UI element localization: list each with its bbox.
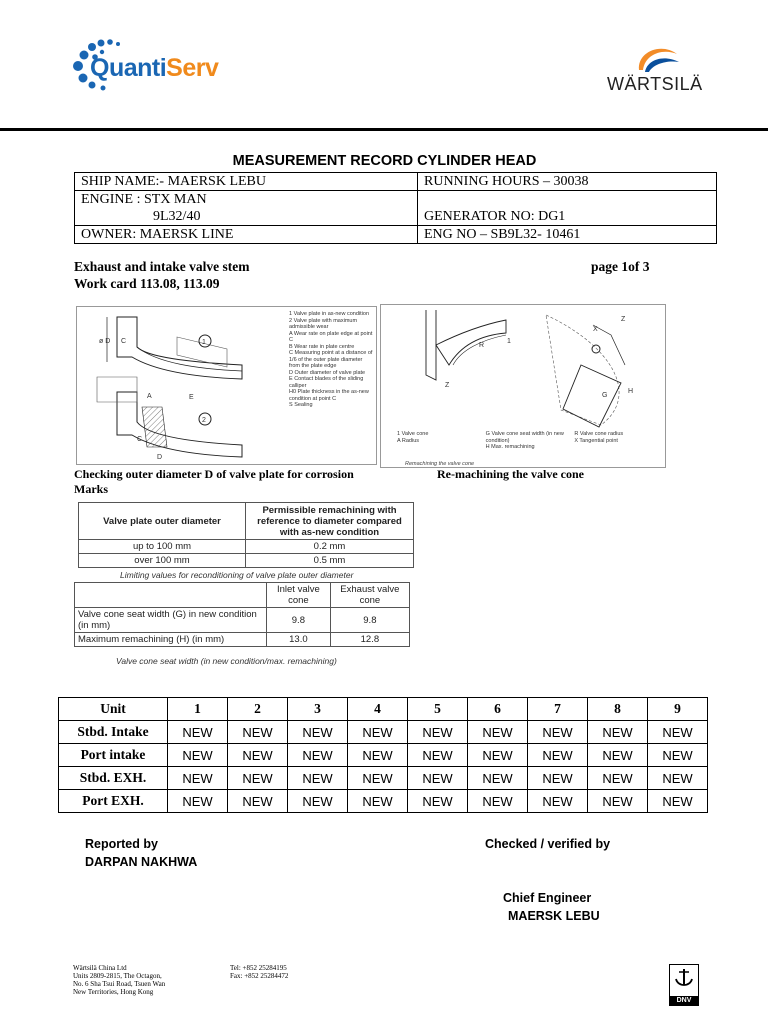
status-cell: NEW [528,744,588,767]
status-cell: NEW [288,790,348,813]
status-cell: NEW [228,744,288,767]
status-cell: NEW [348,790,408,813]
legend-item: 2 Valve plate with maximum admissible wear [289,317,358,330]
status-cell: NEW [528,767,588,790]
svg-text:ø D: ø D [99,338,111,345]
valve-cone-diagram [380,304,666,468]
chief-engineer-vessel: MAERSK LEBU [508,909,600,923]
svg-text:A: A [147,393,152,400]
status-cell: NEW [648,744,708,767]
diameter-limits-table [78,502,414,568]
address-line: New Territories, Hong Kong [73,988,154,996]
status-cell: NEW [228,790,288,813]
address-line: Wärtsilä China Ltd [73,964,127,972]
table-row [59,721,708,744]
status-cell: NEW [408,744,468,767]
ref2-cell: 13.0 [267,633,331,647]
unit-number: 3 [288,698,348,721]
footer-contact [230,964,288,980]
eng-no: ENG NO – SB9L32- 10461 [418,226,717,244]
svg-text:C: C [137,436,143,443]
status-cell: NEW [468,744,528,767]
wartsila-swoosh-icon [633,40,683,76]
running-hours: RUNNING HOURS – 30038 [418,173,717,191]
generator-no: GENERATOR NO: DG1 [418,191,717,226]
status-cell: NEW [468,790,528,813]
left-legend [289,311,373,409]
legend-item: A Radius [397,437,420,444]
ref1-cell: up to 100 mm [79,540,246,554]
legend-item: C Measuring point at a distance of 1/6 of the outer plate diameter from the plate edge [289,350,373,369]
ref2-cell: 9.8 [267,608,331,633]
status-cell: NEW [588,744,648,767]
legend-item: S Sealing [289,402,313,408]
right-figure-subcaption: Remachining the valve cone [405,461,475,467]
checked-by-label: Checked / verified by [485,837,611,851]
status-cell: NEW [588,721,648,744]
table-row [59,767,708,790]
dnv-text: DNV [670,996,698,1005]
legend-item: G Valve cone seat width (in new condition) [485,431,564,444]
ref2-cell: 9.8 [330,608,409,633]
unit-number: 8 [588,698,648,721]
footer-tel: Tel: +852 25284195 [230,964,287,972]
svg-text:2: 2 [202,417,206,424]
status-cell: NEW [468,721,528,744]
legend-item: X Tangential point [574,437,618,444]
unit-header: Unit [59,698,168,721]
status-cell: NEW [168,721,228,744]
svg-text:C: C [121,338,127,345]
ref1-cell: 0.5 mm [246,554,414,568]
svg-text:G: G [602,392,608,399]
svg-text:R: R [479,342,485,349]
unit-number: 5 [408,698,468,721]
status-cell: NEW [648,721,708,744]
ref2-header [75,583,267,608]
unit-number: 7 [528,698,588,721]
legend-item: D Outer diameter of valve plate [289,369,366,376]
unit-number: 4 [348,698,408,721]
status-cell: NEW [348,744,408,767]
svg-text:D: D [157,454,163,461]
right-legend [397,431,659,451]
table-row [59,744,708,767]
ref1-header-remachining: Permissible remachining with reference to diameter compared with as-new condition [246,503,414,540]
quantiserv-logo [70,38,240,96]
status-cell: NEW [228,721,288,744]
legend-item: 1 Valve cone [397,431,429,437]
unit-number: 1 [168,698,228,721]
footer-fax: Fax: +852 25284472 [230,972,289,980]
legend-item: H Max. remachining [485,444,535,450]
right-figure-caption: Re-machining the valve cone [437,467,584,481]
table-row [59,790,708,813]
valve-cone-seat-table [74,582,410,647]
dnv-anchor-icon [670,965,698,991]
status-cell: NEW [408,790,468,813]
svg-text:Z: Z [621,316,626,323]
legend-item: B Wear rate in plate centre [289,343,355,350]
page-number: page 1of 3 [591,259,650,274]
status-cell: NEW [528,790,588,813]
svg-text:1: 1 [507,338,511,345]
quantiserv-wordmark: QuantiServ [90,54,219,82]
wartsila-wordmark: WÄRTSILÄ [607,74,703,94]
svg-text:X: X [593,326,598,333]
status-cell: NEW [348,767,408,790]
legend-item: E Contact blades of the sliding calliper [289,376,364,389]
status-cell: NEW [348,721,408,744]
legend-item: R Valve cone radius [574,431,624,437]
ref2-row-label: Valve cone seat width (G) in new condition (in mm) [75,608,267,633]
status-cell: NEW [408,721,468,744]
status-cell: NEW [408,767,468,790]
ref2-caption: Valve cone seat width (in new condition/max. remachining) [116,656,337,666]
left-figure-caption: Checking outer diameter D of valve plate for corrosion Marks [74,467,354,496]
ref1-caption: Limiting values for reconditioning of valve plate outer diameter [120,570,354,580]
status-cell: NEW [288,767,348,790]
unit-number: 6 [468,698,528,721]
work-card: Work card 113.08, 113.09 [74,276,220,291]
wartsila-logo [605,40,703,100]
address-line: No. 6 Sha Tsui Road, Tsuen Wan [73,980,166,988]
row-label: Stbd. Intake [59,721,168,744]
status-cell: NEW [588,767,648,790]
owner: OWNER: MAERSK LINE [75,226,418,244]
engine-line2: 9L32/40 [153,209,201,224]
legend-item: 1 Valve plate in as-new condition [289,311,370,317]
status-cell: NEW [588,790,648,813]
status-cell: NEW [648,767,708,790]
svg-text:H: H [628,388,634,395]
ref2-row-label: Maximum remachining (H) (in mm) [75,633,267,647]
unit-number: 9 [648,698,708,721]
ref2-header: Exhaust valve cone [330,583,409,608]
reported-by-label: Reported by [85,837,158,851]
status-cell: NEW [528,721,588,744]
engine-type [75,191,418,226]
status-cell: NEW [228,767,288,790]
row-label: Port EXH. [59,790,168,813]
status-cell: NEW [288,721,348,744]
footer-address [73,964,165,996]
ref2-cell: 12.8 [330,633,409,647]
ref1-header-diameter: Valve plate outer diameter [79,503,246,540]
header-divider [0,128,768,131]
ref2-header: Inlet valve cone [267,583,331,608]
status-cell: NEW [648,790,708,813]
reported-by-name: DARPAN NAKHWA [85,855,198,869]
chief-engineer-label: Chief Engineer [503,891,592,905]
ref1-cell: 0.2 mm [246,540,414,554]
engine-line1: ENGINE : STX MAN [81,192,207,207]
unit-number: 2 [228,698,288,721]
valve-status-table [58,697,708,813]
svg-text:Z: Z [445,382,450,389]
dnv-logo [669,964,699,1006]
status-cell: NEW [168,790,228,813]
valve-plate-diagram [76,306,377,465]
status-cell: NEW [168,767,228,790]
address-line: Units 2809-2815, The Octagon, [73,972,162,980]
legend-item: H0 Plate thickness in the as-new condition at point C [289,389,369,402]
ship-info-table [74,172,717,244]
legend-item: A Wear rate on plate edge at point C [289,330,373,343]
subject-text: Exhaust and intake valve stem [74,259,250,274]
row-label: Stbd. EXH. [59,767,168,790]
status-cell: NEW [288,744,348,767]
svg-text:1: 1 [202,339,206,346]
svg-text:E: E [189,394,194,401]
status-cell: NEW [168,744,228,767]
row-label: Port intake [59,744,168,767]
ship-name: SHIP NAME:- MAERSK LEBU [75,173,418,191]
status-cell: NEW [468,767,528,790]
ref1-cell: over 100 mm [79,554,246,568]
page-title: MEASUREMENT RECORD CYLINDER HEAD [229,152,540,173]
